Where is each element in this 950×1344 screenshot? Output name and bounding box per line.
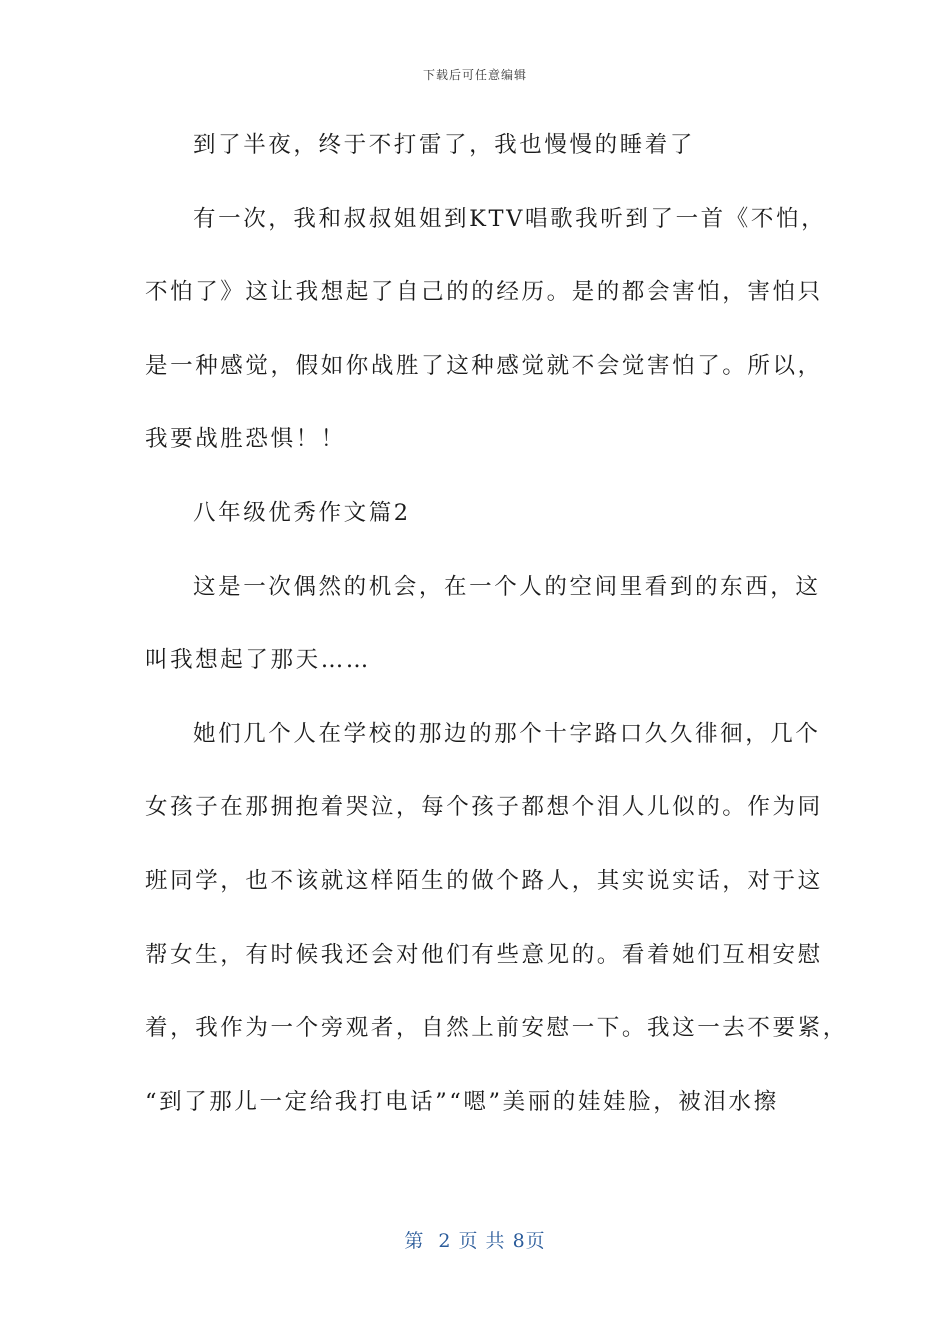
- page-header: 下载后可任意编辑: [422, 68, 527, 82]
- text-line-14: “到了那儿一定给我打电话”“嗯”美丽的娃娃脸，被泪水擦: [145, 1088, 779, 1115]
- text-line-13: 着，我作为一个旁观者，自然上前安慰一下。我这一去不要紧，: [145, 1015, 848, 1042]
- text-line-3: 不怕了》这让我想起了自己的的经历。是的都会害怕，害怕只: [145, 279, 823, 306]
- text-line-4: 是一种感觉，假如你战胜了这种感觉就不会觉害怕了。所以，: [145, 352, 823, 379]
- text-line-9: 她们几个人在学校的那边的那个十字路口久久徘徊，几个: [193, 720, 821, 747]
- text-line-5: 我要战胜恐惧！！: [145, 426, 346, 453]
- section-heading: 八年级优秀作文篇2: [193, 499, 411, 526]
- text-line-10: 女孩子在那拥抱着哭泣，每个孩子都想个泪人儿似的。作为同: [145, 794, 823, 821]
- text-line-7: 这是一次偶然的机会，在一个人的空间里看到的东西，这: [193, 573, 821, 600]
- text-line-12: 帮女生，有时候我还会对他们有些意见的。看着她们互相安慰: [145, 941, 823, 968]
- document-body: [145, 118, 848, 1148]
- text-line-11: 班同学，也不该就这样陌生的做个路人，其实说实话，对于这: [145, 867, 823, 894]
- text-line-1: 到了半夜，终于不打雷了，我也慢慢的睡着了: [193, 132, 696, 158]
- text-line-8: 叫我想起了那天……: [145, 647, 371, 674]
- page-number-text: 第 2 页 共 8页: [404, 1230, 546, 1252]
- text-line-2: 有一次，我和叔叔姐姐到KTV唱歌我听到了一首《不怕，: [193, 205, 827, 232]
- page-number-footer: [0, 1226, 950, 1253]
